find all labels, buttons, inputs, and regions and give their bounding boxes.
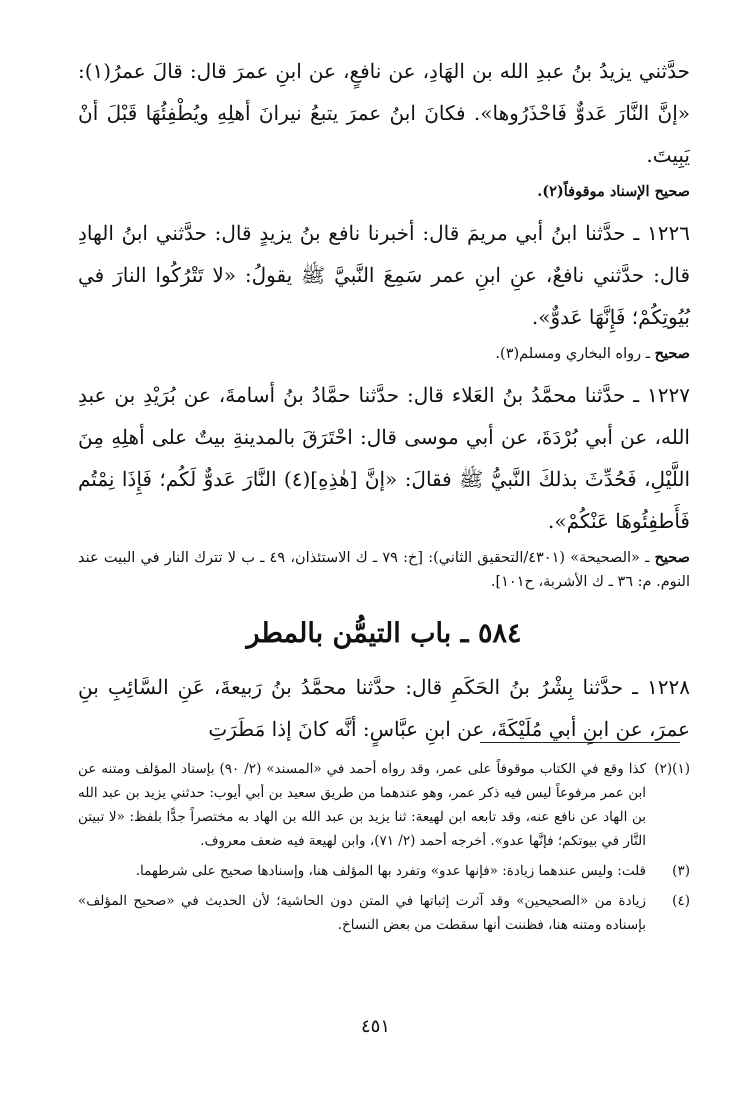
grade-source: ـ «الصحيحة» (٤٣٠١/التحقيق الثاني): [خ: ٧٩ ـ ك الاستئذان، ٤٩ ـ ب لا تترك النار في البيت عند النوم. م: ٣٦ ـ ك الأشربة، ح١٠١]. — [78, 550, 690, 590]
hadith-grade — [78, 342, 690, 366]
hadith-1228: ١٢٢٨ ـ حدَّثنا بِشْرُ بنُ الحَكَمِ قال: حدَّثنا محمَّدُ بنُ رَبيعةَ، عَنِ السَّائِبِ بنِ عمرَ، عن ابنِ أبي مُلَيْكَةَ، عن ابنِ عبَّاسٍ: أنَّه كانَ إذا مَطَرَتِ — [78, 675, 690, 741]
chapter-heading: ٥٨٤ ـ باب التيمُّن بالمطر — [246, 618, 522, 649]
grade-source: ـ رواه البخاري ومسلم(٣). — [495, 346, 655, 362]
footnote-item — [78, 757, 690, 853]
footnote-item — [78, 859, 690, 883]
footnote-number: (٣) — [672, 863, 690, 879]
page-number: ٤٥١ — [360, 1016, 390, 1037]
footnote-divider — [480, 742, 680, 743]
hadith-1226: ١٢٢٦ ـ حدَّثنا ابنُ أبي مريمَ قال: أخبرنا نافع بنُ يزيدٍ قال: حدَّثني ابنُ الهادِ قال: حدَّثني نافعٌ، عنِ ابنِ عمر سَمِعَ النَّبيَّ ﷺ يقولُ: «لا تَتْرُكُوا النارَ في بُيُوتِكُمْ؛ فَإِنَّهَا عَدوٌّ». — [78, 221, 690, 329]
hadith-grade: صحيح الإسناد موقوفاً(٢). — [537, 183, 690, 200]
footnote-text: زيادة من «الصحيحين» وقد آثرت إثباتها في المتن دون الحاشية؛ لأن الحديث في «صحيح المؤلف» بإسناده ومتنه هنا، فظننت أنها سقطت من بعض النساخ. — [78, 893, 646, 933]
hadith-1227: ١٢٢٧ ـ حدَّثنا محمَّدُ بنُ العَلاء قال: حدَّثنا حمَّادُ بنُ أسامةَ، عن بُرَيْدِ بن عبدِ الله، عن أبي بُرْدَةَ، عن أبي موسى قال: احْتَرَقَ بالمدينةِ بيتٌ على أهلِهِ مِنَ اللَّيْلِ، فَحُدِّثَ بذلكَ النَّبيُّ ﷺ فقالَ: «إنَّ [هٰذِهِ](٤) النَّارَ عَدوٌّ لَكُم؛ فَإِذَا نِمْتُم فَأَطفِئُوهَا عَنْكُمْ». — [78, 383, 691, 533]
footnote-number: (٤) — [672, 893, 690, 909]
page-body — [78, 50, 690, 750]
grade-label: صحيح — [654, 345, 690, 362]
hadith-text-continued: حدَّثني يزيدُ بنُ عبدِ الله بن الهَادِ، عن نافعٍ، عن ابنِ عمرَ قال: قالَ عمرُ(١): «إنَّ النَّارَ عَدوٌّ فَاحْذَرُوها». فكانَ ابنُ عمرَ يتبعُ نيرانَ أهلِهِ ويُطْفِئُهَا قَبْلَ أنْ يَبِيتَ. — [78, 59, 690, 167]
footnote-text: كذا وقع في الكتاب موقوفاً على عمر، وقد رواه أحمد في «المسند» (٢/ ٩٠) بإسناد المؤلف ومتنه عن ابن عمر مرفوعاً ليس فيه ذكر عمر، وهو عندهما من طريق سعيد بن أبي أيوب: حدثني يزيد بن عبد الله بن الهاد عن نافع عنه، وقد تابعه ابن لهيعة: ثنا يزيد بن عبد الله بن الهاد به مختصراً جدًّا بلفظ: «لا تبيتن النَّار في بيوتكم؛ فإنَّها عدو». أخرجه أحمد (٢/ ٧١)، وابن لهيعة فيه ضعف معروف. — [78, 761, 646, 849]
footnote-number: (١)(٢) — [654, 761, 690, 777]
footnotes — [78, 757, 690, 943]
grade-label: صحيح — [654, 549, 690, 566]
footnote-text: قلت: وليس عندهما زيادة: «فإنها عدو» وتفرد بها المؤلف هنا، وإسنادها صحيح على شرطهما. — [135, 863, 646, 879]
hadith-grade — [78, 546, 690, 594]
footnote-item — [78, 889, 690, 937]
